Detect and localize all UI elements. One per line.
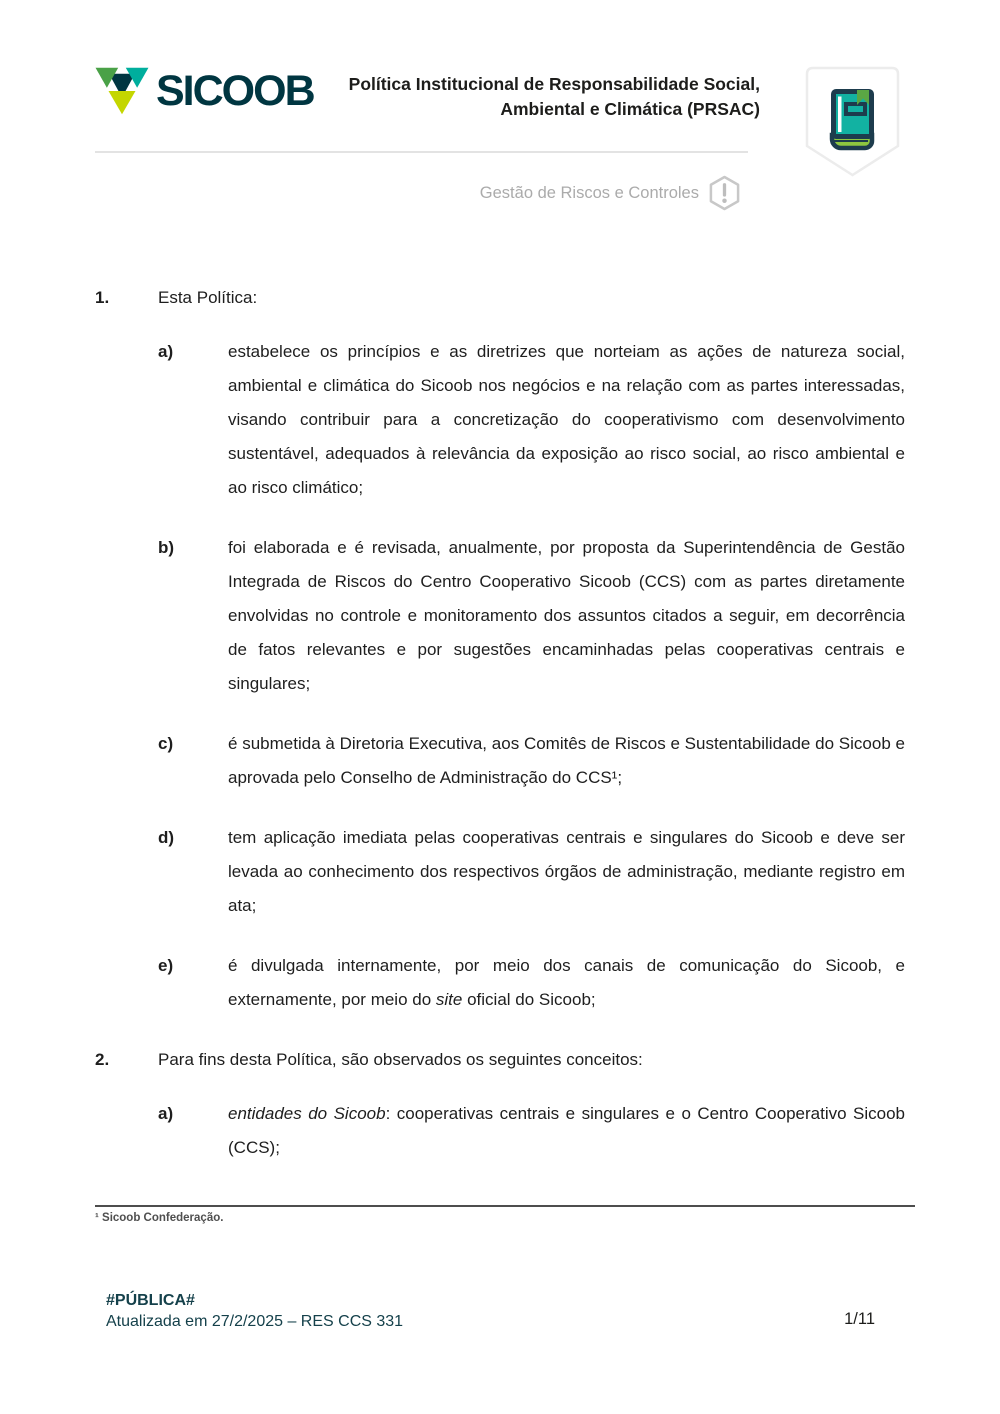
item-text: foi elaborada e é revisada, anualmente, por proposta da Superintendência de Gestão Integrada de Riscos do Centro Cooperativo Sicoob (CCS) com as partes diretamente envolvidas no controle e monitoramento dos assuntos citados a seguir, em decorrência de fatos relevantes e por sugestões encaminhadas pelas cooperativas centrais e singulares; xyxy=(228,538,905,693)
item-text: entidades do Sicoob: cooperativas centrais e singulares e o Centro Cooperativo Sicoob (CCS); xyxy=(228,1104,906,1157)
section-2-heading xyxy=(95,1043,905,1077)
list-item-1b xyxy=(158,531,905,701)
item-label: a) xyxy=(158,1104,174,1123)
list-item-1a xyxy=(158,335,905,505)
list-item-1e xyxy=(158,949,905,1017)
updated-label: Atualizada em 27/2/2025 – RES CCS 331 xyxy=(106,1313,404,1330)
list-item-2a xyxy=(158,1097,905,1165)
item-text: estabelece os princípios e as diretrizes que norteiam as ações de natureza social, ambiental e climática do Sicoob nos negócios e na relação com as partes interessadas, visando contribuir para a concretização do cooperativismo com desenvolvimento sustentável, adequados à relevância da exposição ao risco social, ao risco ambiental e ao risco climático; xyxy=(228,342,905,497)
item-label: b) xyxy=(158,538,175,557)
item-text: tem aplicação imediata pelas cooperativas centrais e singulares do Sicoob e deve ser levada ao conhecimento dos respectivos órgãos de administração, mediante registro em ata; xyxy=(228,828,905,915)
item-label: d) xyxy=(158,828,175,847)
logo-wordmark: SICOOB xyxy=(156,66,314,115)
item-text: é divulgada internamente, por meio dos canais de comunicação do Sicoob, e externamente, por meio do site oficial do Sicoob; xyxy=(228,956,905,1009)
book-icon xyxy=(802,66,903,180)
list-item-1c xyxy=(158,727,905,795)
list-item-1d xyxy=(158,821,905,923)
classification-label: #PÚBLICA# xyxy=(106,1292,195,1309)
page-number: 1/11 xyxy=(844,1310,875,1328)
department-label: Gestão de Riscos e Controles xyxy=(479,183,699,202)
footer xyxy=(106,1290,403,1332)
sicoob-logo xyxy=(95,63,314,119)
item-text: é submetida à Diretoria Executiva, aos Comitês de Riscos e Sustentabilidade do Sicoob e aprovada pelo Conselho de Administração do CCS¹; xyxy=(228,734,905,787)
section-heading-text: Esta Política: xyxy=(158,288,258,307)
footnote-text: ¹ Sicoob Confederação. xyxy=(95,1212,224,1224)
footnote-divider xyxy=(95,1205,915,1207)
section-1-heading xyxy=(95,281,905,315)
department-row xyxy=(95,175,741,211)
section-1 xyxy=(95,281,905,1017)
section-2 xyxy=(95,1043,905,1165)
item-label: a) xyxy=(158,342,174,361)
document-title xyxy=(349,72,760,122)
item-label: e) xyxy=(158,956,174,975)
book-badge xyxy=(802,66,903,180)
footnote-area xyxy=(95,1205,915,1224)
title-line-2: Ambiental e Climática (PRSAC) xyxy=(500,99,760,119)
sicoob-logo-icon xyxy=(95,63,149,119)
header-divider xyxy=(95,151,748,153)
title-line-1: Política Institucional de Responsabilidade Social, xyxy=(348,74,760,94)
document-body xyxy=(95,281,905,1191)
section-number: 2. xyxy=(95,1050,110,1069)
section-number: 1. xyxy=(95,288,110,307)
item-label: c) xyxy=(158,734,174,753)
exclamation-hexagon-icon xyxy=(708,175,741,211)
section-heading-text: Para fins desta Política, são observados os seguintes conceitos: xyxy=(158,1050,643,1069)
